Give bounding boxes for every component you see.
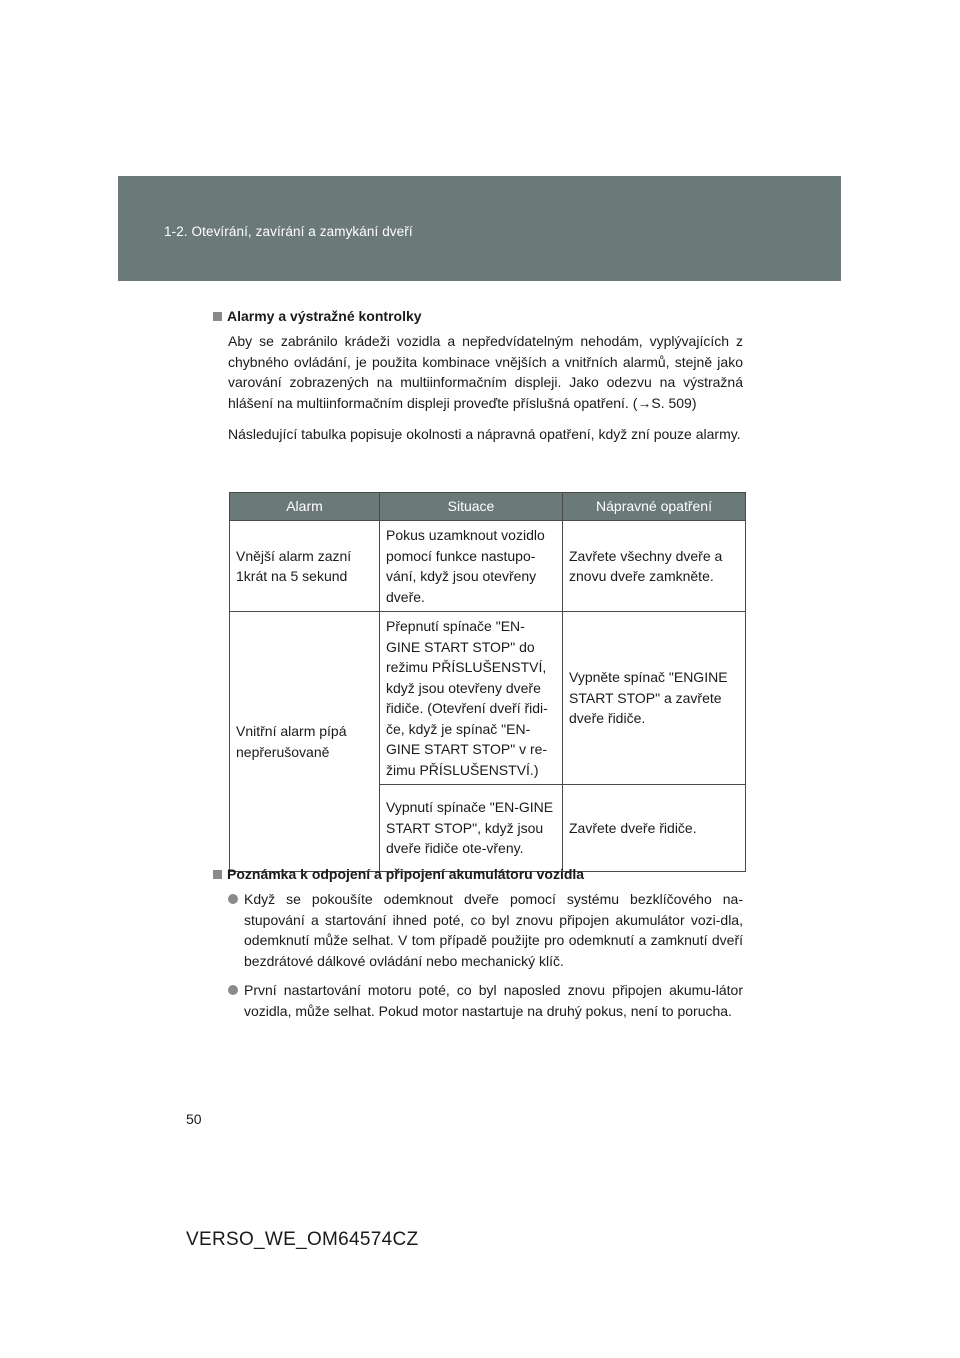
square-bullet-icon bbox=[213, 312, 222, 321]
section-heading-alarms bbox=[213, 306, 743, 326]
column-header-situation: Situace bbox=[380, 493, 563, 521]
bullet-text: První nastartování motoru poté, co byl naposled znovu připojen akumu-látor vozidla, může selhat. Pokud motor nastartuje na druhý pokus, není to porucha. bbox=[244, 982, 743, 1019]
cell-alarm: Vnější alarm zazní 1krát na 5 sekund bbox=[230, 521, 380, 612]
cell-action: Zavřete všechny dveře a znovu dveře zamkněte. bbox=[563, 521, 746, 612]
section-heading-battery bbox=[213, 864, 743, 884]
column-header-action: Nápravné opatření bbox=[563, 493, 746, 521]
circle-bullet-icon bbox=[228, 894, 238, 904]
document-code: VERSO_WE_OM64574CZ bbox=[186, 1229, 419, 1250]
alarm-table bbox=[229, 492, 746, 872]
chapter-title: 1-2. Otevírání, zavírání a zamykání dveří bbox=[164, 224, 413, 239]
cell-situation: Přepnutí spínače "EN-GINE START STOP" do režimu PŘÍSLUŠENSTVÍ, když jsou otevřeny dveře řidiče. (Otevření dveří řidi-če, když je spínač "EN-GINE START STOP" v re-žimu PŘÍSLUŠENSTVÍ.) bbox=[380, 612, 563, 785]
cell-alarm: Vnitřní alarm pípá nepřerušovaně bbox=[230, 612, 380, 872]
list-item bbox=[228, 889, 743, 971]
paragraph-intro: Aby se zabránilo krádeži vozidla a nepředvídatelným nehodám, vyplývajících z chybného ovládání, je použita kombinace vnějších a vnitřních alarmů, stejně jako varování zobrazených na multiinformačním displeji. Jako odezvu na výstražná hlášení na multiinformačním displeji proveďte příslušná opatření. (→S. 509) bbox=[228, 333, 743, 411]
bullet-text: Když se pokoušíte odemknout dveře pomocí systému bezklíčového na-stupování a startování ihned poté, co byl znovu připojen akumulátor vozi-dla, odemknutí může selhat. V tom případě použijte pro odemknutí a zamknutí dveří bezdrátové dálkové ovládání nebo mechanický klíč. bbox=[244, 891, 743, 969]
table-header-row bbox=[230, 493, 746, 521]
table-row bbox=[230, 612, 746, 785]
cell-action: Zavřete dveře řidiče. bbox=[563, 785, 746, 872]
circle-bullet-icon bbox=[228, 985, 238, 995]
cell-action: Vypněte spínač "ENGINE START STOP" a zavřete dveře řidiče. bbox=[563, 612, 746, 785]
section-alarms bbox=[213, 306, 743, 445]
table-row bbox=[230, 521, 746, 612]
page-number: 50 bbox=[186, 1111, 202, 1127]
header-band bbox=[118, 176, 841, 281]
cell-situation: Vypnutí spínače "EN-GINE START STOP", když jsou dveře řidiče ote-vřeny. bbox=[380, 785, 563, 872]
square-bullet-icon bbox=[213, 870, 222, 879]
column-header-alarm: Alarm bbox=[230, 493, 380, 521]
paragraph-table-intro: Následující tabulka popisuje okolnosti a nápravná opatření, když zní pouze alarmy. bbox=[228, 426, 741, 442]
section-title: Poznámka k odpojení a připojení akumulátoru vozidla bbox=[227, 866, 585, 882]
section-title: Alarmy a výstražné kontrolky bbox=[227, 308, 422, 324]
section-battery bbox=[213, 864, 743, 1021]
cell-situation: Pokus uzamknout vozidlo pomocí funkce nastupo-vání, když jsou otevřeny dveře. bbox=[380, 521, 563, 612]
list-item bbox=[228, 980, 743, 1021]
